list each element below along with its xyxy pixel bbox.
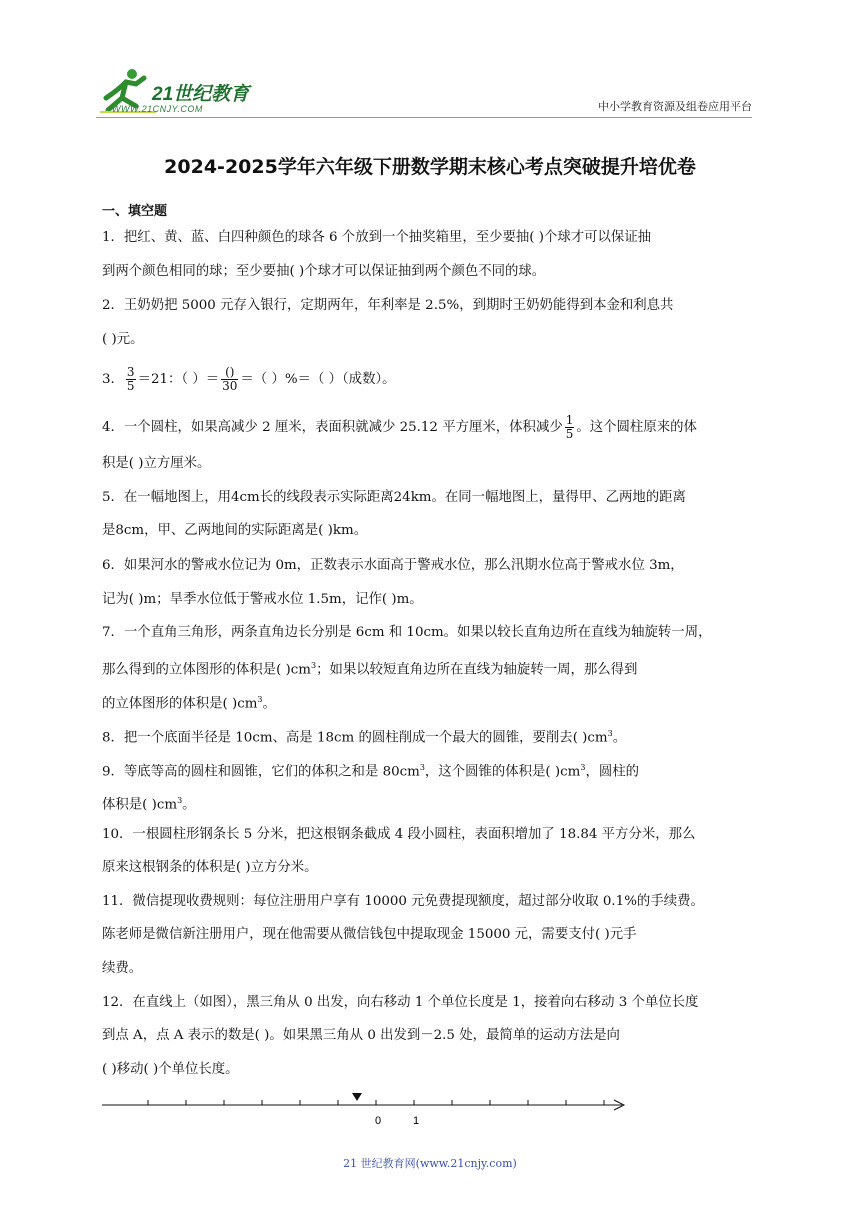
header-divider	[96, 117, 752, 118]
q11-line3: 续费。	[102, 961, 143, 976]
q8-sup: 3	[607, 729, 613, 738]
q7-line2-a: 那么得到的立体图形的体积是( )cm	[102, 662, 311, 678]
number-line	[100, 1090, 630, 1130]
tick-label-0: 0	[374, 1115, 382, 1127]
q10-line2: 原来这根钢条的体积是( )立方分米。	[102, 860, 318, 875]
logo-text: 21世纪教育	[152, 84, 250, 105]
q2-line2: ( )元。	[102, 332, 144, 347]
q9-line1	[102, 758, 639, 782]
q6-line2: 记为( )m；旱季水位低于警戒水位 1.5m，记作( )m。	[102, 592, 423, 607]
q3-prefix: 3．	[102, 372, 124, 387]
q11-line2: 陈老师是微信新注册用户，现在他需要从微信钱包中提取现金 15000 元，需要支付( )元手	[102, 927, 637, 942]
q3-f1-numerator: 3	[126, 365, 135, 379]
q4-line2: 积是( )立方厘米。	[102, 456, 211, 471]
q9-text-b: ，这个圆锥的体积是( )cm	[424, 764, 581, 780]
q12-line1: 12．在直线上（如图），黑三角从 0 出发，向右移动 1 个单位长度是 1，接着向右移动 3 个单位长度	[102, 995, 699, 1010]
tick-label-1: 1	[412, 1115, 420, 1127]
q7-line3	[102, 690, 276, 714]
q9-text-a: 9．等底等高的圆柱和圆锥，它们的体积之和是 80cm	[102, 764, 420, 780]
q7-line1: 7．一个直角三角形，两条直角边长分别是 6cm 和 10cm。如果以较长直角边所在直线为轴旋转一周，	[102, 625, 712, 640]
q3-suffix: ＝（ ）%＝（ ）（成数）。	[240, 372, 396, 387]
q3-f2-numerator: ()	[221, 366, 238, 380]
logo-url: WWW.21CNJY.COM	[112, 104, 203, 114]
black-triangle-icon	[352, 1093, 362, 1101]
section-heading: 一、填空题	[102, 204, 168, 219]
q7-sup-1: 3	[310, 661, 317, 670]
q12-line3: ( )移动( )个单位长度。	[102, 1062, 239, 1077]
q8-text-b: 。	[612, 730, 627, 746]
q1-line1: 1．把红、黄、蓝、白四种颜色的球各 6 个放到一个抽奖箱里，至少要抽( )个球才可以保证抽	[102, 230, 652, 245]
q12-line2: 到点 A，点 A 表示的数是( )。如果黑三角从 0 出发到－2.5 处，最简单的运动方法是向	[102, 1028, 620, 1043]
q3-mid: ＝21：（ ）＝	[137, 372, 220, 387]
q10-line1: 10．一根圆柱形钢条长 5 分米，把这根钢条截成 4 段小圆柱，表面积增加了 18.84 平方分米，那么	[102, 827, 696, 842]
q7-line2-b: ；如果以较短直角边所在直线为轴旋转一周，那么得到	[316, 662, 638, 678]
platform-label: 中小学教育资源及组卷应用平台	[598, 100, 752, 113]
q7-line3-b: 。	[262, 696, 276, 712]
q3-fraction-1	[126, 366, 136, 393]
q4-text-b: 。这个圆柱原来的体	[576, 420, 697, 435]
q4-denominator: 5	[565, 427, 574, 441]
q3-f1-denominator: 5	[126, 379, 135, 393]
q9-line2	[102, 791, 196, 815]
q4-text-a: 4．一个圆柱，如果高减少 2 厘米，表面积就减少 25.12 平方厘米，体积减少	[102, 420, 563, 435]
q4-fraction	[565, 414, 575, 441]
q1-line2: 到两个颜色相同的球；至少要抽( )个球才可以保证抽到两个颜色不同的球。	[102, 264, 546, 279]
q9-sup-1: 3	[419, 763, 425, 772]
q9-sup-3: 3	[177, 796, 183, 805]
q7-line3-a: 的立体图形的体积是( )cm	[102, 696, 258, 712]
q9-line2-a: 体积是( )cm	[102, 797, 178, 813]
q2-line1: 2．王奶奶把 5000 元存入银行，定期两年，年利率是 2.5%，到期时王奶奶能得到本金和利息共	[102, 298, 674, 313]
q9-sup-2: 3	[580, 763, 586, 772]
q9-line2-b: 。	[182, 797, 196, 813]
q11-line1: 11．微信提现收费规则：每位注册用户享有 10000 元免费提现额度，超过部分收取 0.1%的手续费。	[102, 894, 704, 909]
q8-line1	[102, 724, 626, 748]
q4-line1	[102, 414, 697, 441]
q6-line1: 6．如果河水的警戒水位记为 0m，正数表示水面高于警戒水位，那么汛期水位高于警戒水位 3m，	[102, 558, 684, 573]
q4-numerator: 1	[565, 413, 574, 427]
q7-sup-2: 3	[257, 695, 263, 704]
page-title: 2024-2025学年六年级下册数学期末核心考点突破提升培优卷	[164, 156, 696, 178]
q7-line2	[102, 656, 637, 680]
q5-line1: 5．在一幅地图上，用4cm长的线段表示实际距离24km。在同一幅地图上，量得甲、乙两地的距离	[102, 490, 686, 505]
q5-line2: 是8cm，甲、乙两地间的实际距离是( )km。	[102, 523, 368, 538]
footer-credit: 21 世纪教育网(www.21cnjy.com)	[343, 1157, 517, 1170]
q8-text-a: 8．把一个底面半径是 10cm、高是 18cm 的圆柱削成一个最大的圆锥，要削去( )cm	[102, 730, 608, 746]
q3-line	[102, 366, 396, 393]
q3-f2-denominator: 30	[222, 379, 238, 393]
q3-fraction-2	[221, 366, 238, 393]
q9-text-c: ，圆柱的	[585, 764, 639, 780]
